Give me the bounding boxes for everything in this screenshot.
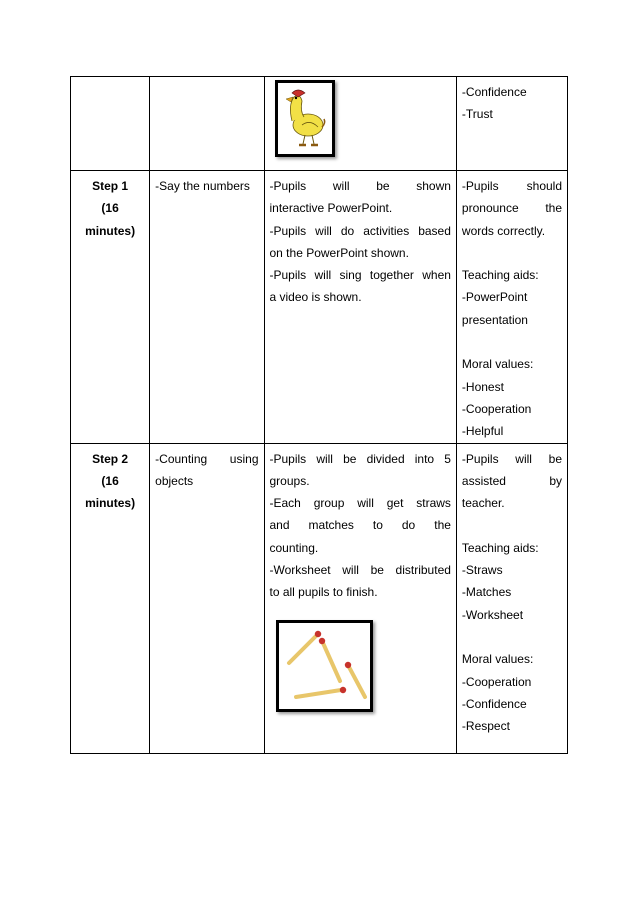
content-line: a video is shown. bbox=[269, 290, 362, 305]
content-cell bbox=[264, 443, 456, 753]
notes-line: -Trust bbox=[461, 107, 493, 122]
notes-gap bbox=[462, 514, 562, 536]
step-duration: (16 bbox=[101, 473, 119, 488]
table-row bbox=[71, 77, 568, 171]
step-duration-unit: minutes) bbox=[85, 496, 136, 511]
step-label: Step 1 bbox=[92, 179, 129, 193]
notes-heading: Moral values: bbox=[461, 652, 534, 667]
content-cell bbox=[264, 171, 456, 444]
content-line: to all pupils to finish. bbox=[269, 585, 378, 600]
activity-line: -Counting using bbox=[155, 451, 259, 466]
notes-cell bbox=[456, 171, 567, 444]
activity-cell bbox=[150, 443, 264, 753]
content-line: -Worksheet will be distributed bbox=[269, 563, 451, 578]
duck-illustration bbox=[275, 80, 335, 157]
notes-line: -Straws bbox=[461, 563, 503, 578]
notes-line: -Matches bbox=[461, 585, 512, 600]
content-line: interactive PowerPoint. bbox=[269, 201, 393, 216]
notes-line: presentation bbox=[461, 312, 528, 327]
content-line: on the PowerPoint shown. bbox=[269, 245, 409, 260]
notes-line: -Cooperation bbox=[461, 401, 532, 416]
notes-line: -Helpful bbox=[461, 424, 504, 439]
notes-heading: Teaching aids: bbox=[461, 540, 539, 555]
notes-heading: Teaching aids: bbox=[461, 268, 539, 283]
activity-cell bbox=[150, 77, 264, 171]
notes-gap bbox=[462, 242, 562, 264]
activity-cell bbox=[150, 171, 264, 444]
content-line: -Pupils will sing together when bbox=[269, 268, 451, 283]
table-row bbox=[71, 443, 568, 753]
notes-line: -Worksheet bbox=[461, 607, 524, 622]
notes-cell bbox=[456, 77, 567, 171]
content-line: and matches to do the bbox=[269, 518, 451, 533]
notes-cell bbox=[456, 443, 567, 753]
notes-gap bbox=[462, 626, 562, 648]
notes-gap bbox=[462, 331, 562, 353]
content-cell bbox=[264, 77, 456, 171]
lesson-plan-table bbox=[70, 76, 568, 754]
content-line: -Each group will get straws bbox=[269, 496, 451, 511]
notes-line: assisted by bbox=[461, 473, 562, 488]
step-duration: (16 bbox=[101, 201, 119, 216]
activity-line: -Say the numbers bbox=[155, 179, 250, 193]
notes-line: -Respect bbox=[461, 719, 510, 734]
notes-line: -Pupils will be bbox=[461, 451, 562, 466]
notes-line: words correctly. bbox=[461, 223, 546, 238]
notes-line: -Pupils should bbox=[461, 179, 562, 193]
notes-line: -Honest bbox=[461, 379, 504, 394]
content-line: -Pupils will be shown bbox=[269, 179, 451, 193]
step-cell bbox=[71, 77, 150, 171]
step-cell bbox=[71, 171, 150, 444]
notes-line: -PowerPoint bbox=[461, 290, 528, 305]
notes-heading: Moral values: bbox=[461, 357, 534, 372]
matchsticks-illustration bbox=[276, 620, 373, 712]
step-label: Step 2 bbox=[92, 451, 129, 466]
notes-line: -Cooperation bbox=[461, 674, 532, 689]
content-line: groups. bbox=[269, 473, 310, 488]
notes-line: -Confidence bbox=[461, 85, 527, 99]
notes-line: -Confidence bbox=[461, 696, 527, 711]
step-cell bbox=[71, 443, 150, 753]
content-line: -Pupils will be divided into 5 bbox=[269, 451, 451, 466]
notes-line: teacher. bbox=[461, 496, 505, 511]
table-row bbox=[71, 171, 568, 444]
content-line: -Pupils will do activities based bbox=[269, 223, 451, 238]
content-line: counting. bbox=[269, 540, 319, 555]
step-duration-unit: minutes) bbox=[85, 223, 136, 238]
notes-line: pronounce the bbox=[461, 201, 562, 216]
activity-line: objects bbox=[155, 473, 194, 488]
